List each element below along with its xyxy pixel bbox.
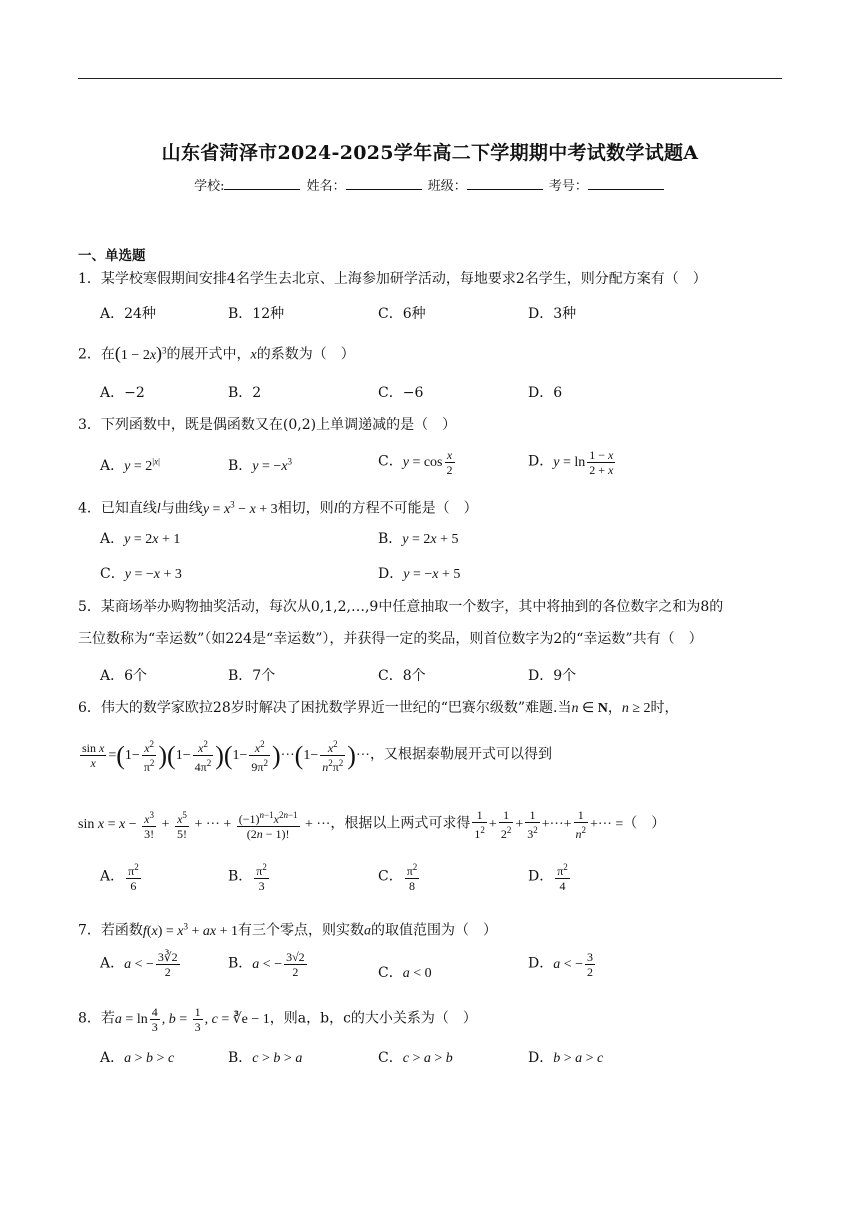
question-6-stem-line1: 6．伟大的数学家欧拉28岁时解决了困扰数学界近一世纪的“巴赛尔级数”难题.当n ∈ N，n ≥ 2时， (78, 700, 679, 716)
option-c[interactable]: C．y = cos $\frac{x}{2}$ (378, 448, 457, 477)
option-c[interactable]: C．8个 (378, 668, 426, 684)
option-c[interactable]: C．c > a > b (378, 1050, 453, 1066)
exam-no-label: 考号： (548, 179, 588, 194)
school-field[interactable] (224, 177, 300, 190)
option-c-math: y = cos $\frac{x}{2}$ (402, 448, 453, 477)
option-b[interactable]: B．$y = -x^3$ (228, 456, 293, 474)
option-d-math: y = ln $\frac{1 - x}{2 + x}$ (553, 448, 614, 477)
abc-definitions: a = ln $\frac{4}{3}$ , b = $\frac{1}{3}$ , c = ∛e − 1 (114, 1005, 270, 1034)
option-b[interactable]: B．12种 (228, 306, 285, 322)
header-rule (78, 78, 782, 79)
curve-expr: $y = x^3 - x + 3$ (202, 499, 278, 517)
class-field[interactable] (467, 177, 543, 190)
question-5-stem-line1: 5．某商场举办购物抽奖活动，每次从0,1,2,…,9中任意抽取一个数字，其中将抽到的各位数字之和为8的 (78, 599, 724, 615)
taylor-series: sin x = x − $\frac{x^3}{3!}$ + $\frac{x^5}{5!}$ + ··· + $\frac{(-1)^{n-1}x^{2n-1}}{(2n - 1)!}$ + ··· (78, 810, 331, 841)
page-title: 山东省菏泽市2024-2025学年高二下学期期中考试数学试题A (161, 142, 699, 164)
option-a-math: $y = 2^{|x|}$ (124, 456, 160, 474)
option-b[interactable]: B．a < − $\frac{3√2}{2}$ (228, 950, 305, 979)
question-5-stem-line2: 三位数称为“幸运数”（如224是“幸运数”），并获得一定的奖品，则首位数字为2的“幸运数”共有（ ） (78, 631, 703, 647)
section-heading: 一、单选题 (78, 248, 146, 264)
option-a[interactable]: A．a < − $\frac{3∛2}{2}$ (100, 950, 178, 979)
option-b[interactable]: B．c > b > a (228, 1050, 303, 1066)
school-label: 学校: (194, 179, 225, 194)
option-a[interactable]: A．−2 (100, 385, 145, 401)
option-a[interactable]: A．$y = 2^{|x|}$ (100, 456, 160, 474)
option-d[interactable]: D．b > a > c (528, 1050, 604, 1066)
option-c[interactable]: C． $\frac{\pi^2}{8}$ (378, 862, 418, 893)
question-3-stem: 3．下列函数中，既是偶函数又在(0,2)上单调递减的是（ ） (78, 417, 457, 433)
option-c[interactable]: C．y = −x + 3 (100, 566, 182, 582)
option-a[interactable]: A．6个 (100, 668, 148, 684)
name-label: 姓名： (306, 179, 346, 194)
function-expr: $f(x) = x^3$ + ax + 1 (142, 921, 239, 939)
option-a[interactable]: A．y = 2x + 1 (100, 531, 181, 547)
option-b-math: $y = -x^3$ (252, 456, 293, 474)
basel-sum: $\frac{1}{1^2}$ + $\frac{1}{2^2}$ + $\frac{1}{3^2}$ +···+ $\frac{1}{n^2}$ +··· = (474, 808, 624, 841)
option-b[interactable]: B． $\frac{\pi^2}{3}$ (228, 862, 267, 893)
option-a[interactable]: A． $\frac{\pi^2}{6}$ (100, 862, 139, 893)
math-expr: $(1 - 2x)^3$ (114, 342, 167, 363)
question-6-stem-line2: $\frac{\text{sin x}}{x}$ =(1− $\frac{x^2}{\pi^2}$ )(1− $\frac{x^2}{4\pi^2}$ )(1− $\frac{x^2}{9\pi^2}$ )···(1− $\frac{x^2}{n^2\pi^2}$ )···，又根据泰勒展开式可以得到 (78, 737, 782, 774)
question-8-stem: 8．若a = ln $\frac{4}{3}$ , b = $\frac{1}{3}$ , c = ∛e − 1，则a，b，c的大小关系为（ ） (78, 1005, 477, 1034)
option-c[interactable]: C．a < 0 (378, 965, 432, 981)
exam-no-field[interactable] (588, 177, 664, 190)
question-2-stem: 2．在$(1 - 2x)^3$的展开式中，x的系数为（ ） (78, 342, 355, 363)
student-info-line (0, 175, 860, 194)
class-label: 班级： (427, 179, 467, 194)
euler-product: $\frac{\text{sin x}}{x}$ =(1− $\frac{x^2}{\pi^2}$ )(1− $\frac{x^2}{4\pi^2}$ )(1− $\frac{x^2}{9\pi^2}$ )···(1− $\frac{x^2}{n^2\pi^2}$ )··· (82, 739, 370, 774)
option-d[interactable]: D．y = −x + 5 (378, 566, 461, 582)
option-c[interactable]: C．−6 (378, 385, 424, 401)
option-d[interactable]: D．y = ln $\frac{1 - x}{2 + x}$ (528, 448, 617, 477)
option-d[interactable]: D． $\frac{\pi^2}{4}$ (528, 862, 568, 893)
option-a[interactable]: A．24种 (100, 306, 156, 322)
question-7-stem: 7．若函数$f(x) = x^3$ + ax + 1有三个零点，则实数a的取值范围为（ ） (78, 921, 498, 939)
option-b[interactable]: B．y = 2x + 5 (378, 531, 459, 547)
option-b[interactable]: B．2 (228, 385, 262, 401)
option-d[interactable]: D．3种 (528, 306, 577, 322)
question-1-stem: 1．某学校寒假期间安排4名学生去北京、上海参加研学活动，每地要求2名学生，则分配方案有（ ） (78, 271, 707, 287)
question-4-stem: 4．已知直线l与曲线$y = x^3 - x + 3$相切，则l的方程不可能是（ ） (78, 499, 478, 517)
option-a[interactable]: A．a > b > c (100, 1050, 175, 1066)
option-b[interactable]: B．7个 (228, 668, 276, 684)
name-field[interactable] (346, 177, 422, 190)
option-d[interactable]: D．6 (528, 385, 563, 401)
question-6-stem-line3: sin x = x − $\frac{x^3}{3!}$ + $\frac{x^5}{5!}$ + ··· + $\frac{(-1)^{n-1}x^{2n-1}}{(2n - 1)!}$ + ···，根据以上两式可求得 $\frac{1}{1^2}$ + $\frac{1}{2^2}$ + $\frac{1}{3^2}$ +···+ $\frac{1}{n^2}$ +··· =（ ） (78, 808, 666, 841)
option-c[interactable]: C．6种 (378, 306, 426, 322)
option-d[interactable]: D．a < − $\frac{3}{2}$ (528, 950, 594, 979)
option-d[interactable]: D．9个 (528, 668, 577, 684)
